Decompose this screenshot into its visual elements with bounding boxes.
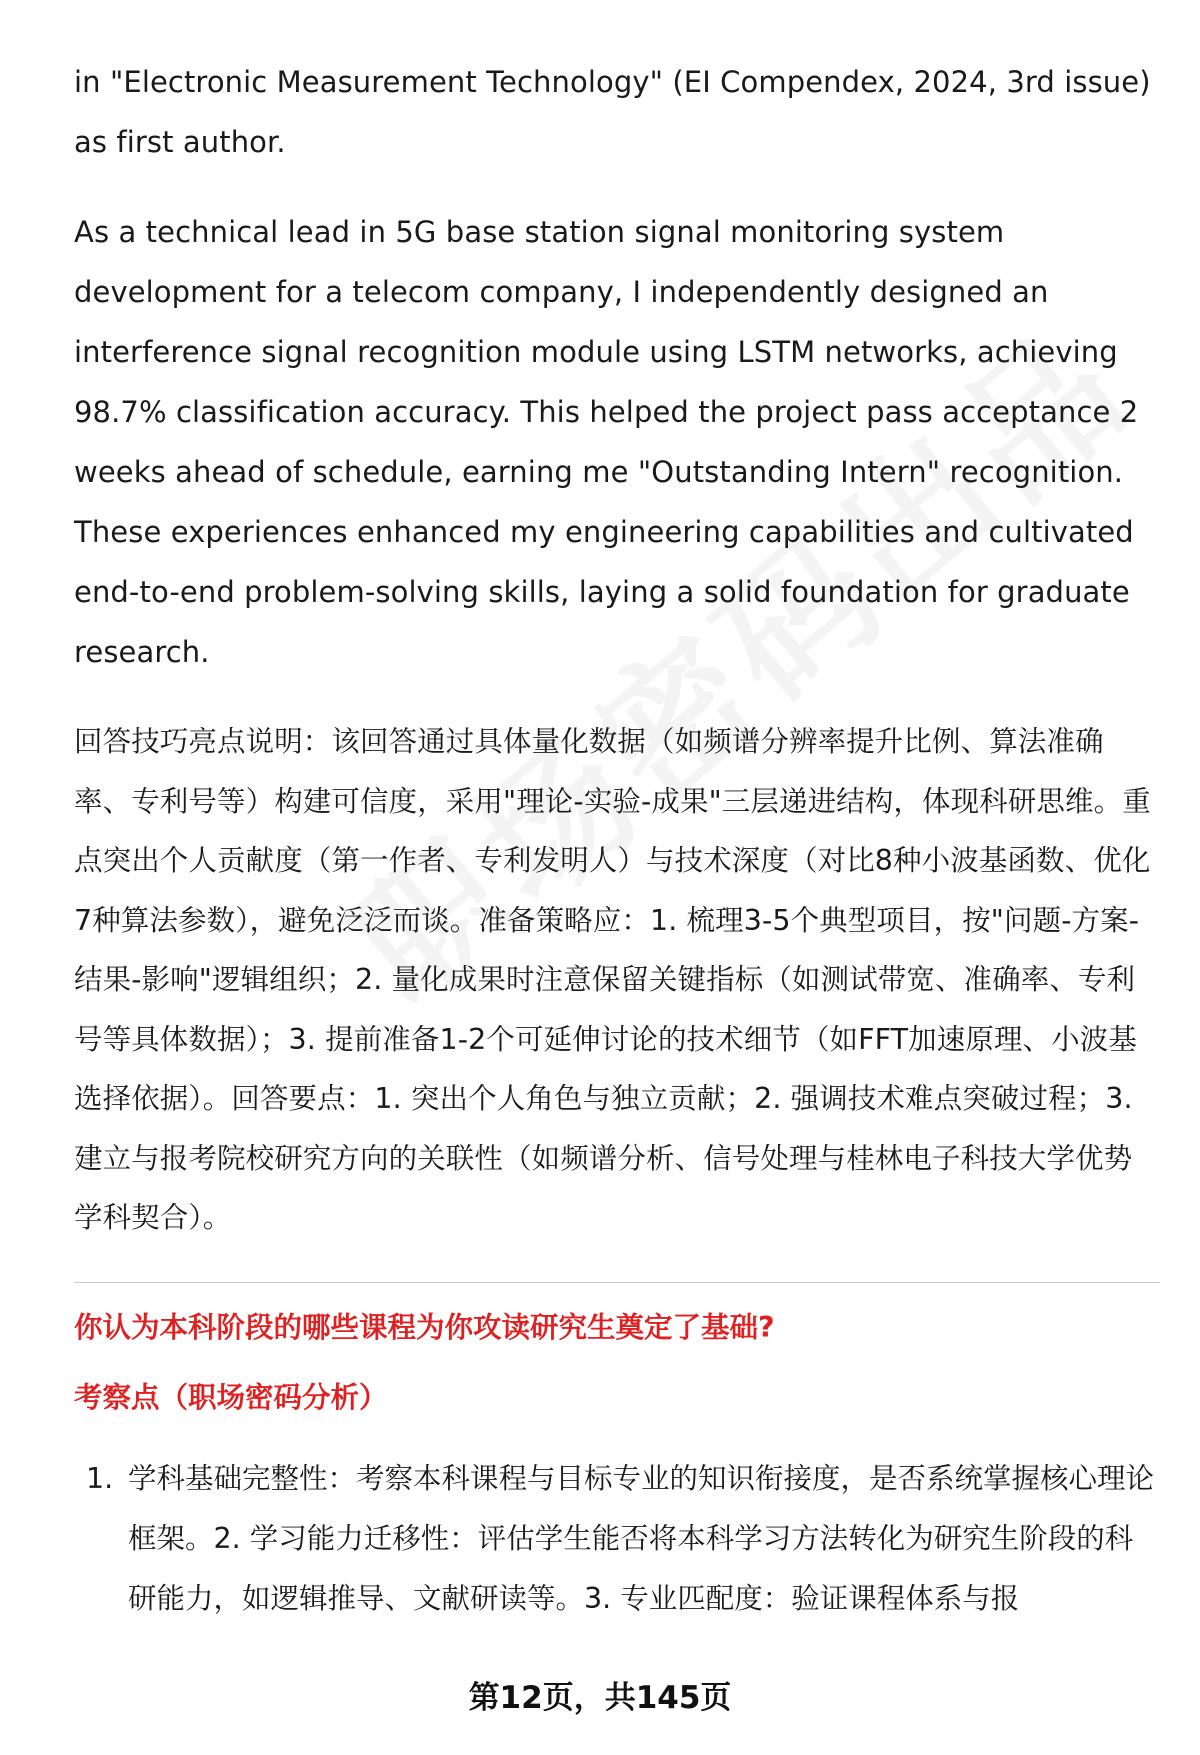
question-heading: 你认为本科阶段的哪些课程为你攻读研究生奠定了基础? — [74, 1310, 775, 1344]
page-number-footer: 第12页，共145页 — [468, 1680, 732, 1716]
page-content — [74, 52, 1160, 1629]
section-divider — [74, 1282, 1160, 1283]
list-item-text: 学科基础完整性：考察本科课程与目标专业的知识衔接度，是否系统掌握核心理论框架。2. 学习能力迁移性：评估学生能否将本科学习方法转化为研究生阶段的科研能力，如逻辑推导、文献研读等。3. 专业匹配度：验证课程体系与报 — [128, 1461, 1155, 1615]
paragraph-experience: As a technical lead in 5G base station signal monitoring system development for a telecom company, I independently designed an interference signal recognition module using LSTM networks, achieving 98.7% classification accuracy. This helped the project pass acceptance 2 weeks ahead of schedule, earning me "Outstanding Intern" recognition. These experiences enhanced my engineering capabilities and cultivated end-to-end problem-solving skills, laying a solid foundation for graduate research. — [74, 215, 1139, 669]
answer-tips: 回答技巧亮点说明：该回答通过具体量化数据（如频谱分辨率提升比例、算法准确率、专利号等）构建可信度，采用"理论-实验-成果"三层递进结构，体现科研思维。重点突出个人贡献度（第一作者、专利发明人）与技术深度（对比8种小波基函数、优化7种算法参数），避免泛泛而谈。准备策略应：1. 梳理3-5个典型项目，按"问题-方案-结果-影响"逻辑组织；2. 量化成果时注意保留关键指标（如测试带宽、准确率、专利号等具体数据）；3. 提前准备1-2个可延伸讨论的技术细节（如FFT加速原理、小波基选择依据）。回答要点：1. 突出个人角色与独立贡献；2. 强调技术难点突破过程；3. 建立与报考院校研究方向的关联性（如频谱分析、信号处理与桂林电子科技大学优势学科契合）。 — [74, 725, 1151, 1234]
paragraph-publication: in "Electronic Measurement Technology" (EI Compendex, 2024, 3rd issue) as first author. — [74, 65, 1151, 159]
list-item-number: 1. — [86, 1461, 114, 1495]
list-item — [74, 1449, 1160, 1629]
assessment-list — [74, 1449, 1160, 1629]
subheading-assessment-points: 考察点（职场密码分析） — [74, 1380, 388, 1414]
